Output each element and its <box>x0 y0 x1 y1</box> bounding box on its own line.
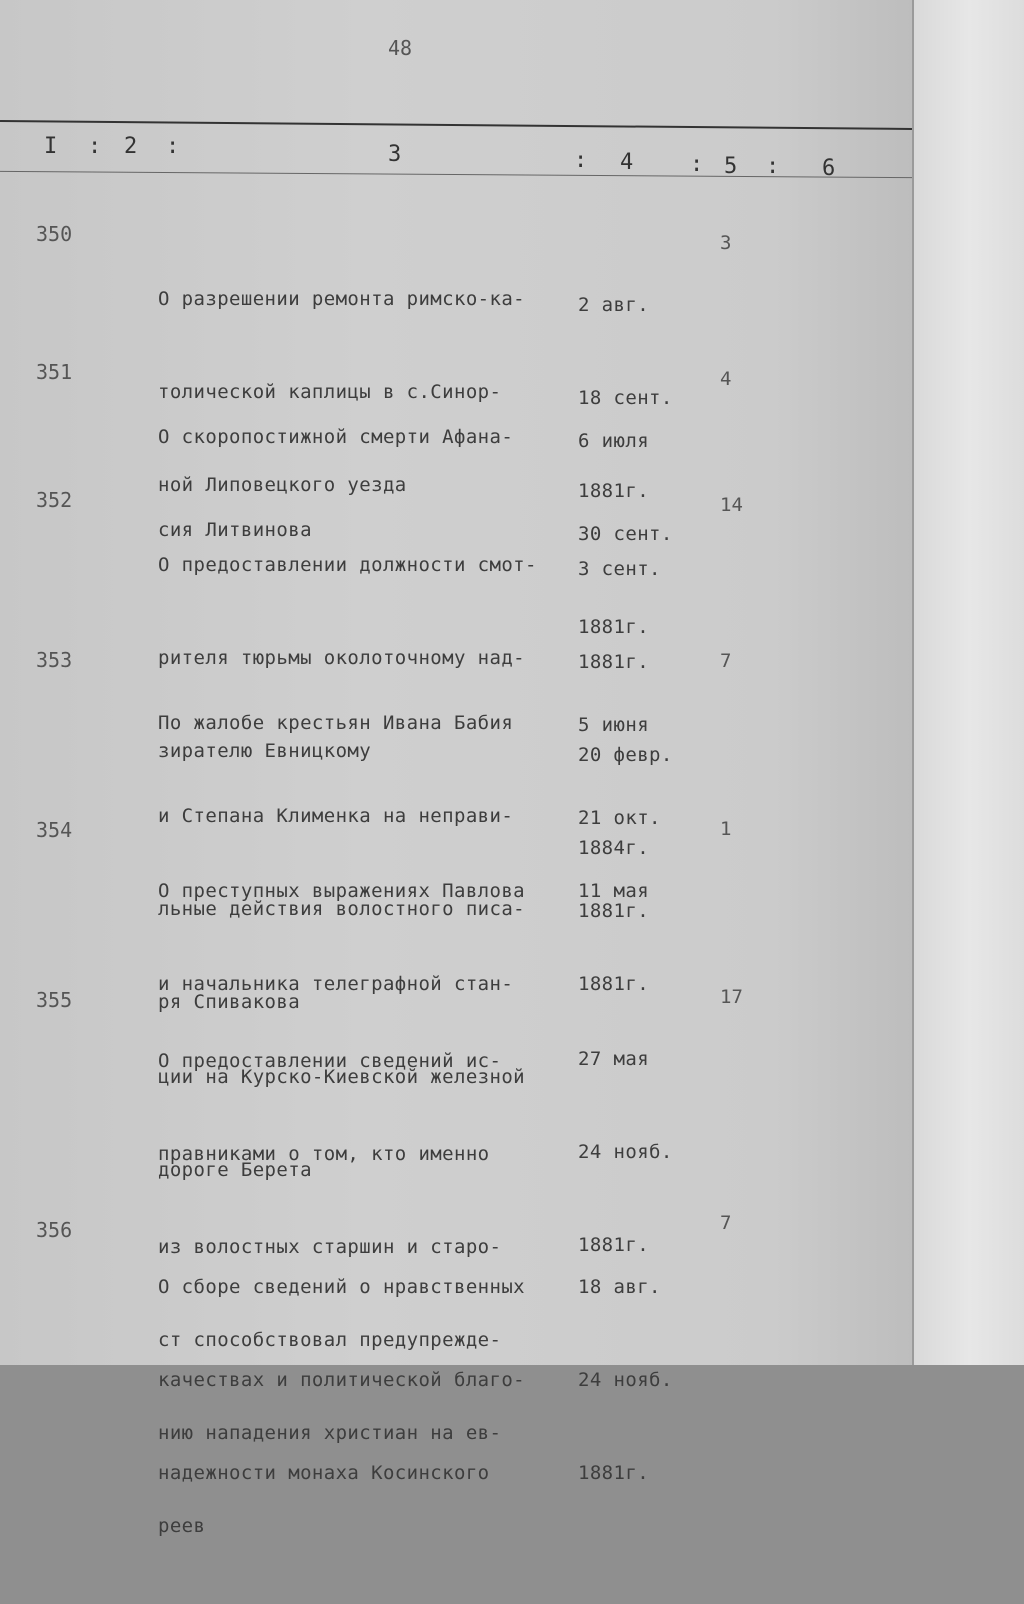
entry-date-line: 21 окт. <box>578 807 661 829</box>
entry-date-line: 2 авг. <box>578 294 650 316</box>
entry-title-line: рителя тюрьмы околоточному над- <box>158 647 526 669</box>
entry-number: 353 <box>36 648 73 672</box>
entry-date-line: 3 сент. <box>578 558 661 580</box>
header-col-5: 5 <box>724 154 738 179</box>
header-col-3: 3 <box>388 142 402 167</box>
entry-title-line: толической каплицы в с.Синор- <box>158 381 502 403</box>
header-sep: : <box>766 154 780 179</box>
entry-date-line: 6 июля <box>578 430 650 452</box>
entry-date-line: 18 авг. <box>578 1276 661 1298</box>
entry-date-line: 1881г. <box>578 900 650 922</box>
entry-date-line: 18 сент. <box>578 387 673 409</box>
entry-title-line: и начальника телеграфной стан- <box>158 973 514 995</box>
entry-sheet-count: 7 <box>720 1212 732 1234</box>
entry-date-line: 1881г. <box>578 1462 650 1484</box>
entry-date-line: 27 мая <box>578 1048 650 1070</box>
entry-title-line: О преступных выражениях Павлова <box>158 880 526 902</box>
header-sep: : <box>166 134 180 159</box>
entry-title-line: ции на Курско-Киевской железной <box>158 1066 526 1088</box>
entry-title-line: О предоставлении должности смот- <box>158 554 537 576</box>
entry-number: 350 <box>36 222 73 246</box>
page-number: 48 <box>388 36 413 60</box>
entry-title-line: льные действия волостного писа- <box>158 898 526 920</box>
entry-sheet-count: 1 <box>720 818 732 840</box>
entry-date-line: 20 февр. <box>578 744 673 766</box>
entry-sheet-count: 14 <box>720 494 743 516</box>
entry-date-line: 11 мая <box>578 880 650 902</box>
entry-title-line: дороге Берета <box>158 1159 312 1181</box>
entry-number: 352 <box>36 488 73 512</box>
entry-title-line: реев <box>158 1515 206 1537</box>
entry-title-line: О разрешении ремонта римско-ка- <box>158 288 526 310</box>
entry-number: 351 <box>36 360 73 384</box>
entry-title-line: зирателю Евницкому <box>158 740 372 762</box>
entry-title-line: О сборе сведений о нравственных <box>158 1276 526 1298</box>
entry-title-line: ной Липовецкого уезда <box>158 474 407 496</box>
entry-title-line: По жалобе крестьян Ивана Бабия <box>158 712 514 734</box>
entry-date-line: 1881г. <box>578 1234 650 1256</box>
entry-title-line: и Степана Клименка на неправи- <box>158 805 514 827</box>
entry-number: 356 <box>36 1218 73 1242</box>
entry-date-line: 1881г. <box>578 973 650 995</box>
entry-dates <box>578 1210 673 1551</box>
entry-sheet-count: 7 <box>720 650 732 672</box>
entry-title-line: ст способствовал предупрежде- <box>158 1329 502 1351</box>
entry-number: 355 <box>36 988 73 1012</box>
header-sep: : <box>88 134 102 159</box>
entry-title-line: качествах и политической благо- <box>158 1369 526 1391</box>
underlying-page-edge <box>912 0 1024 1365</box>
entry-title-line: О скоропостижной смерти Афана- <box>158 426 514 448</box>
entry-date-line: 24 нояб. <box>578 1369 673 1391</box>
entry-sheet-count: 4 <box>720 368 732 390</box>
entry-date-line: 30 сент. <box>578 523 673 545</box>
entry-title-line: надежности монаха Косинского <box>158 1462 490 1484</box>
header-col-6: 6 <box>822 156 836 181</box>
entry-date-line: 5 июня <box>578 714 650 736</box>
entry-title <box>158 1210 578 1551</box>
entry-sheet-count: 17 <box>720 986 743 1008</box>
entry-title-line: нию нападения христиан на ев- <box>158 1422 502 1444</box>
entry-title-line: сия Литвинова <box>158 519 312 541</box>
entry-date-line: 1881г. <box>578 651 650 673</box>
header-top-rule <box>0 120 912 130</box>
header-sep: : <box>574 148 588 173</box>
entry-title-line: ря Спивакова <box>158 991 301 1013</box>
entry-title-line: О предоставлении сведений ис- <box>158 1050 502 1072</box>
entry-date-line: 1884г. <box>578 837 650 859</box>
entry-date-line: 24 нояб. <box>578 1141 673 1163</box>
entry-number: 354 <box>36 818 73 842</box>
entry-title-line: правниками о том, кто именно <box>158 1143 490 1165</box>
header-col-4: 4 <box>620 150 634 175</box>
entry-title-line: из волостных старшин и старо- <box>158 1236 502 1258</box>
entry-date-line: 1881г. <box>578 480 650 502</box>
header-sep: : <box>690 152 704 177</box>
header-col-1: I <box>44 134 58 159</box>
entry-sheet-count: 3 <box>720 232 732 254</box>
header-col-2: 2 <box>124 134 138 159</box>
entry-date-line: 1881г. <box>578 616 650 638</box>
